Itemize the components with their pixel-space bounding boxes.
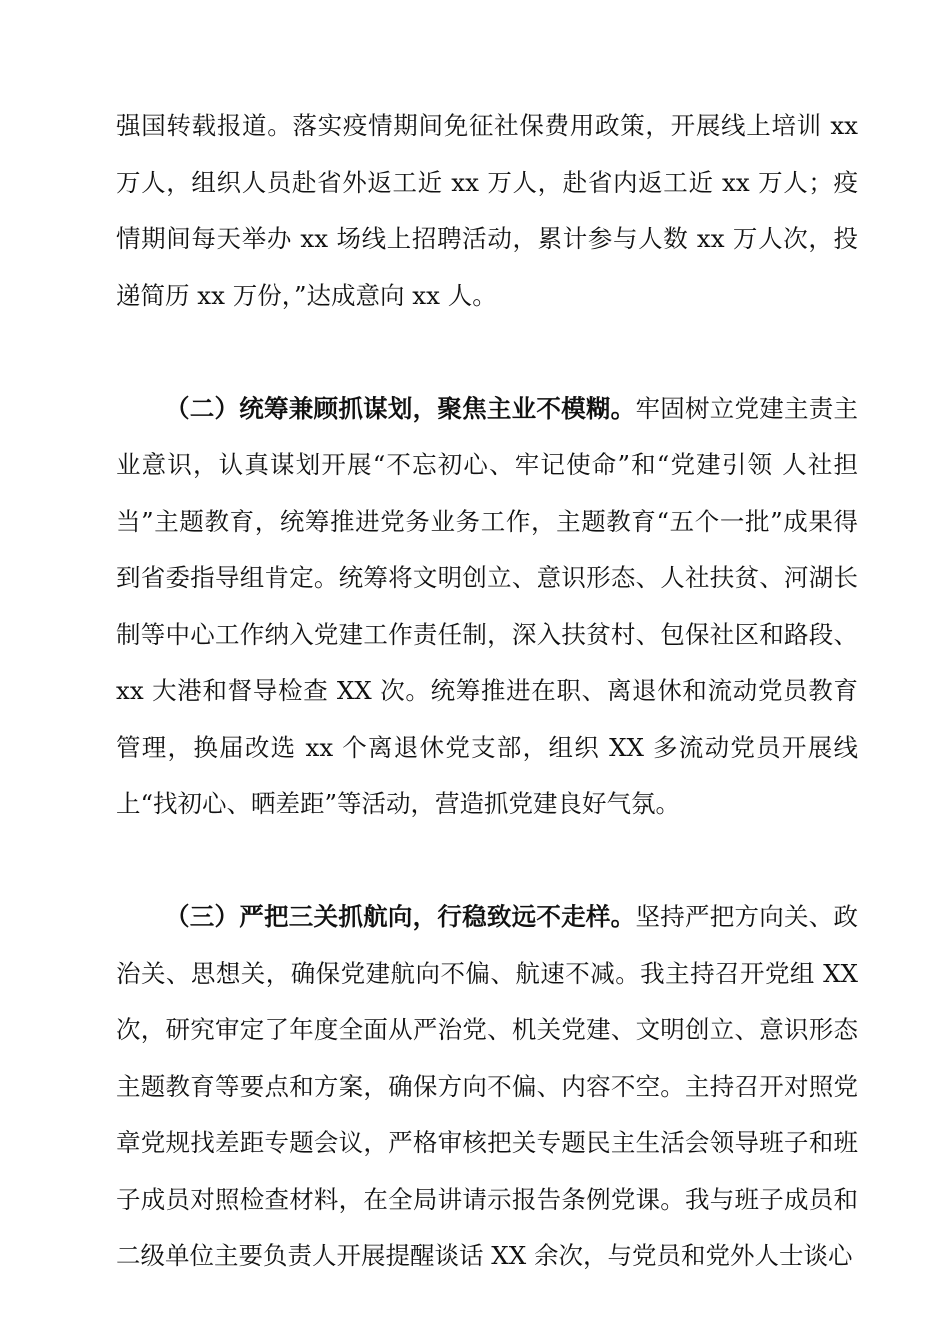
section-heading: （二）统筹兼顾抓谋划，聚焦主业不模糊。 bbox=[165, 393, 636, 423]
paragraph-text: 牢固树立党建主责主业意识，认真谋划开展“不忘初心、牢记使命”和“党建引领 人社担当”主题教育，统筹推进党务业务工作，主题教育“五个一批”成果得到省委指导组肯定。统筹将文明创立、意识形态、人社扶贫、河湖长制等中心工作纳入党建工作责任制，深入扶贫村、包保社区和路段、xx 大港和督导检查 XX 次。统筹推进在职、离退休和流动党员教育管理，换届改选 xx 个离退休党支部，组织 XX 多流动党员开展线上“找初心、晒差距”等活动，营造抓党建良好气氛。 bbox=[116, 393, 859, 818]
paragraph-section-3 bbox=[116, 889, 858, 1285]
paragraph-section-2 bbox=[116, 381, 858, 833]
paragraph-text: 坚持严把方向关、政治关、思想关，确保党建航向不偏、航速不减。我主持召开党组 XX 次，研究审定了年度全面从严治党、机关党建、文明创立、意识形态主题教育等要点和方案，确保方向不偏、内容不空。主持召开对照党章党规找差距专题会议，严格审核把关专题民主生活会领导班子和班子成员对照检查材料，在全局讲请示报告条例党课。我与班子成员和二级单位主要负责人开展提醒谈话 XX 余次，与党员和党外人士谈心 bbox=[116, 902, 859, 1270]
section-heading: （三）严把三关抓航向，行稳致远不走样。 bbox=[165, 902, 636, 931]
paragraph-text: 强国转载报道。落实疫情期间免征社保费用政策，开展线上培训 xx 万人，组织人员赴省外返工近 xx 万人，赴省内返工近 xx 万人；疫情期间每天举办 xx 场线上招聘活动，累计参与人数 xx 万人次，投递简历 xx 万份，”达成意向 xx 人。 bbox=[116, 111, 858, 310]
document-body bbox=[116, 98, 858, 1285]
paragraph-continuation bbox=[116, 98, 858, 324]
